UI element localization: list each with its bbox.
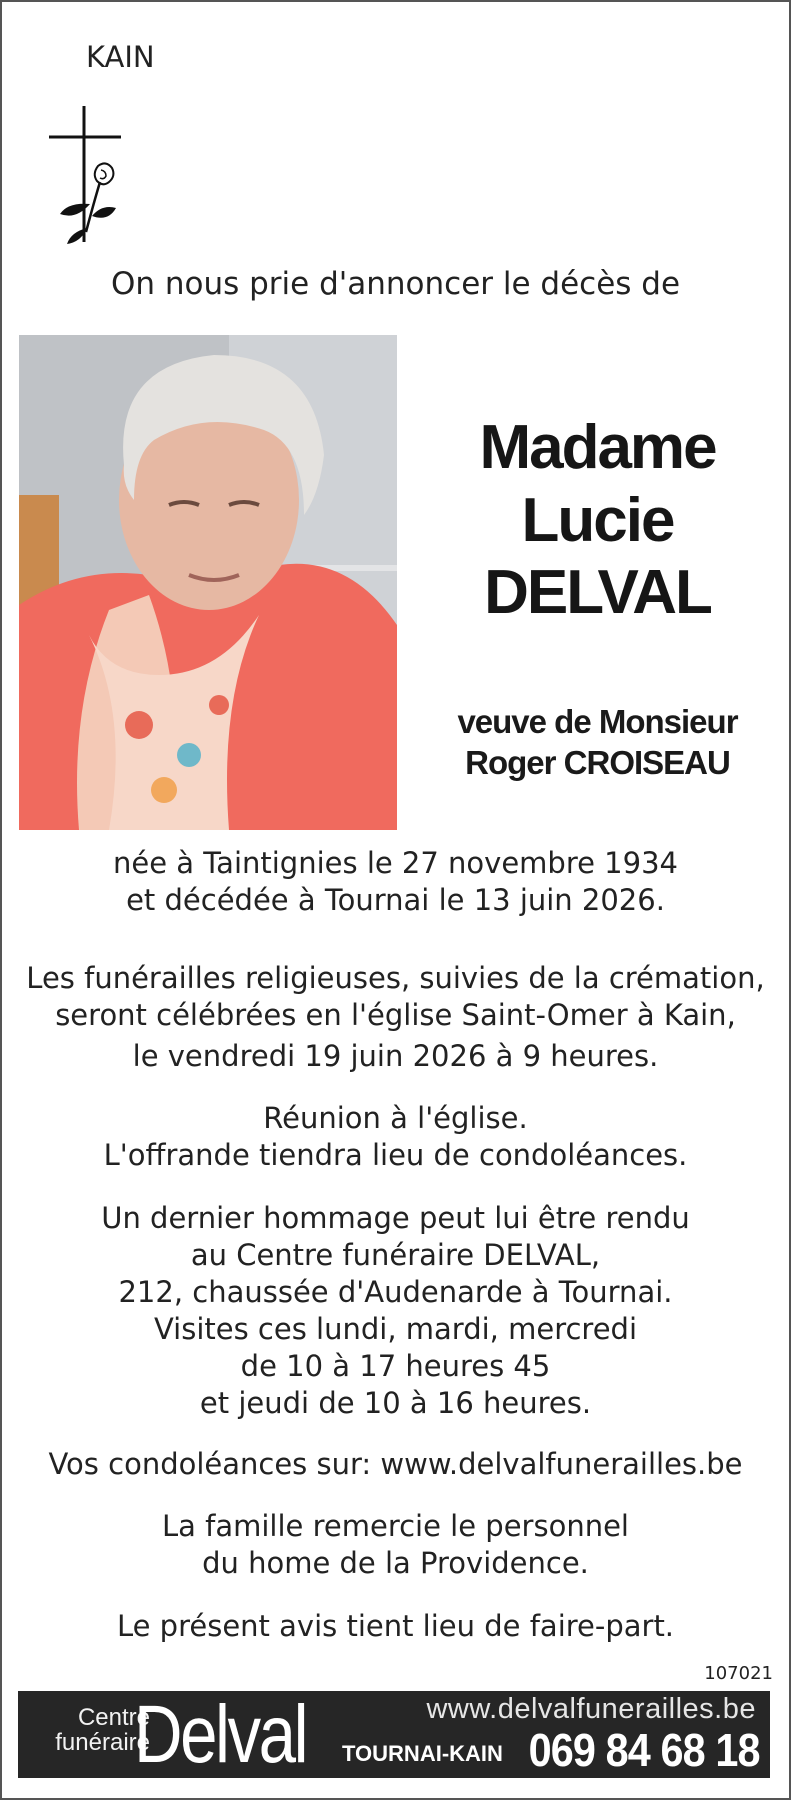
deceased-name — [400, 412, 791, 630]
meeting-paragraph — [0, 1100, 791, 1174]
condolences-line: Vos condoléances sur: www.delvalfunerailles.be — [48, 1447, 743, 1481]
phone-number: 069 84 68 18 — [529, 1724, 760, 1776]
birth-death-paragraph — [0, 845, 791, 919]
tribute-line-3: 212, chaussée d'Audenarde à Tournai. — [118, 1275, 673, 1309]
location-label: KAIN — [86, 40, 155, 74]
city-label: TOURNAI-KAIN — [342, 1741, 503, 1766]
portrait-photo — [19, 335, 397, 830]
reference-number: 107021 — [704, 1663, 773, 1684]
funeral-home-banner — [18, 1691, 770, 1778]
deceased-first-name: Lucie — [521, 485, 674, 555]
spouse-line-2: Roger CROISEAU — [465, 743, 730, 781]
birth-line: née à Taintignies le 27 novembre 1934 — [112, 846, 678, 880]
funeral-line-1: Les funérailles religieuses, suivies de la crémation, — [26, 961, 765, 995]
tribute-line-6: et jeudi de 10 à 16 heures. — [199, 1386, 592, 1420]
tribute-line-5: de 10 à 17 heures 45 — [240, 1349, 551, 1383]
thanks-paragraph — [0, 1508, 791, 1582]
tribute-line-4: Visites ces lundi, mardi, mercredi — [153, 1312, 638, 1346]
cross-with-rose-icon — [46, 104, 126, 249]
spouse-info — [410, 702, 785, 784]
tribute-paragraph — [0, 1200, 791, 1422]
tribute-line-2: au Centre funéraire DELVAL, — [190, 1238, 601, 1272]
funeral-line-3: le vendredi 19 juin 2026 à 9 heures. — [132, 1039, 659, 1073]
funeral-paragraph — [0, 960, 791, 1075]
centre-label-line-1: Centre — [77, 1704, 150, 1731]
meeting-line-2: L'offrande tiendra lieu de condoléances. — [103, 1138, 688, 1172]
deceased-title: Madame — [479, 413, 716, 482]
website-url: www.delvalfunerailles.be — [426, 1693, 756, 1725]
brand-name: Delval — [134, 1689, 307, 1780]
tribute-line-1: Un dernier hommage peut lui être rendu — [101, 1201, 690, 1235]
death-line: et décédée à Tournai le 13 juin 2026. — [126, 883, 665, 917]
thanks-line-2: du home de la Providence. — [202, 1546, 589, 1580]
thanks-line-1: La famille remercie le personnel — [162, 1509, 629, 1543]
funeral-line-2: seront célébrées en l'église Saint-Omer à Kain, — [55, 998, 736, 1032]
centre-label-line-2: funéraire — [55, 1729, 150, 1756]
notice-line: Le présent avis tient lieu de faire-part. — [116, 1609, 675, 1643]
spouse-line-1: veuve de Monsieur — [457, 703, 738, 740]
deceased-last-name: DELVAL — [484, 558, 711, 628]
intro-text: On nous prie d'annoncer le décès de — [110, 266, 681, 302]
meeting-line-1: Réunion à l'église. — [263, 1101, 528, 1135]
